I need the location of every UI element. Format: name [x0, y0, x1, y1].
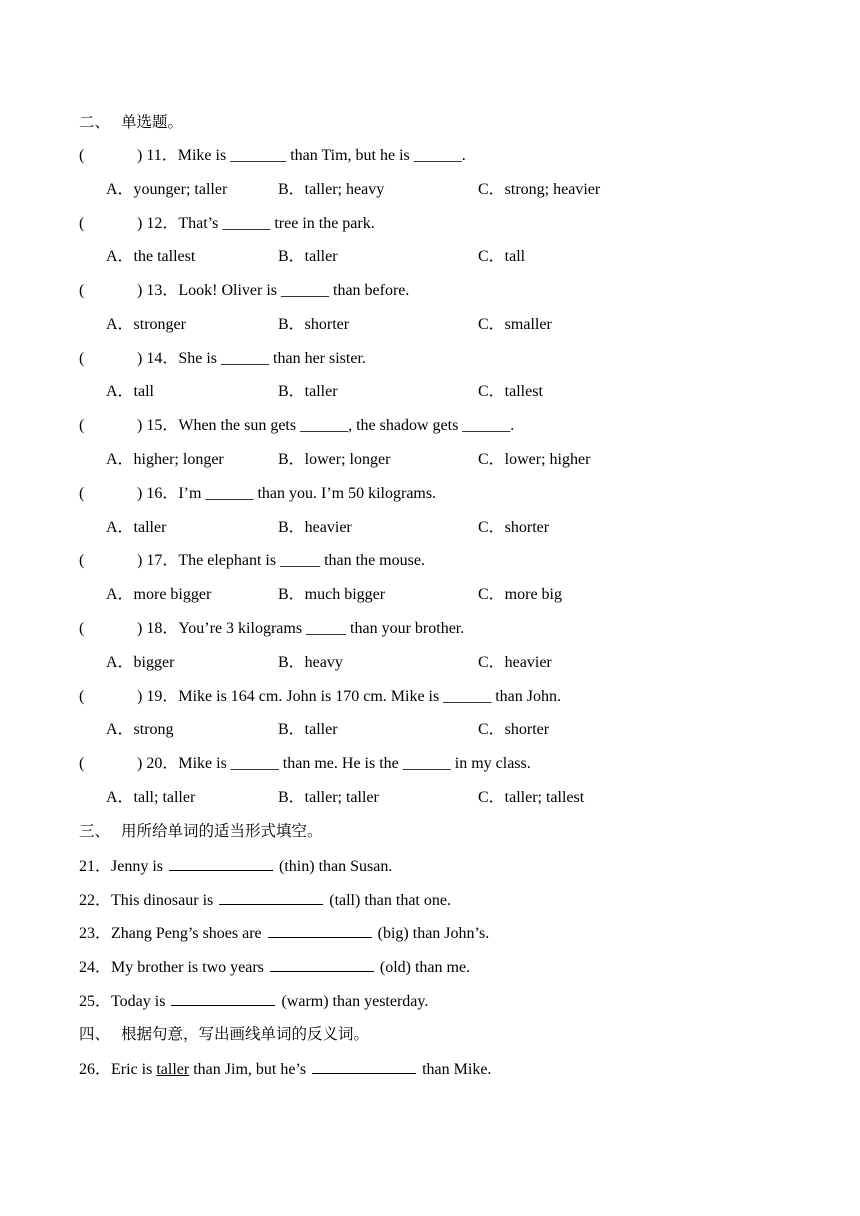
question-number: 25．: [79, 993, 112, 1010]
question-text-middle: than Jim, but he’s: [189, 1061, 307, 1078]
answer-paren-close: ): [137, 147, 143, 164]
option-a: A．higher; longer: [106, 451, 224, 468]
answer-blank[interactable]: [268, 922, 372, 938]
question-text: Mike is ______ than me. He is the ______ in my class.: [178, 755, 531, 772]
question-12: [79, 213, 375, 235]
answer-paren-close: ): [137, 215, 143, 232]
option-c: C．shorter: [478, 721, 550, 738]
question-text-before: Eric is: [111, 1061, 157, 1078]
question-number: 17．: [146, 552, 179, 569]
option-a: A．tall; taller: [106, 789, 196, 806]
option-b: B．taller: [278, 248, 338, 265]
question-text-after: (big) than John’s.: [377, 925, 490, 942]
answer-paren-open: (: [79, 282, 85, 299]
answer-paren-close: ): [137, 282, 143, 299]
option-b: B．much bigger: [278, 586, 386, 603]
option-c: C．tallest: [478, 383, 543, 400]
question-number: 12．: [146, 215, 179, 232]
question-number: 11．: [146, 147, 178, 164]
question-number: 18．: [146, 620, 179, 637]
question-number: 15．: [146, 417, 179, 434]
answer-paren-open: (: [79, 350, 85, 367]
question-text: She is ______ than her sister.: [178, 350, 366, 367]
question-26: [79, 1058, 491, 1080]
option-c: C．shorter: [478, 519, 550, 536]
question-number: 26．: [79, 1061, 112, 1078]
answer-paren-close: ): [137, 552, 143, 569]
question-text: That’s ______ tree in the park.: [178, 215, 375, 232]
answer-paren-open: (: [79, 215, 85, 232]
question-text: I’m ______ than you. I’m 50 kilograms.: [178, 485, 437, 502]
option-b: B．taller; taller: [278, 789, 379, 806]
question-number: 13．: [146, 282, 179, 299]
question-text: Mike is _______ than Tim, but he is ______.: [177, 147, 466, 164]
underlined-word: taller: [156, 1061, 190, 1078]
question-text-before: This dinosaur is: [111, 892, 214, 909]
question-text-after: (tall) than that one.: [329, 892, 451, 909]
question-text-before: My brother is two years: [111, 959, 264, 976]
section-heading-4: [79, 1023, 369, 1045]
option-b: B．shorter: [278, 316, 350, 333]
question-16: [79, 483, 436, 505]
answer-paren-open: (: [79, 688, 85, 705]
question-text-after: than Mike.: [422, 1061, 492, 1078]
answer-paren-close: ): [137, 755, 143, 772]
option-a: A．tall: [106, 383, 154, 400]
question-text-before: Jenny is: [111, 858, 164, 875]
question-text: You’re 3 kilograms _____ than your brother.: [178, 620, 465, 637]
answer-paren-open: (: [79, 147, 85, 164]
question-text-after: (thin) than Susan.: [279, 858, 393, 875]
option-b: B．heavier: [278, 519, 352, 536]
answer-blank[interactable]: [219, 889, 323, 905]
section-heading-2: [79, 111, 183, 133]
question-15: [79, 415, 514, 437]
question-text: The elephant is _____ than the mouse.: [178, 552, 425, 569]
option-b: B．lower; longer: [278, 451, 391, 468]
answer-paren-open: (: [79, 417, 85, 434]
question-number: 14．: [146, 350, 179, 367]
question-text-after: (old) than me.: [379, 959, 471, 976]
question-25: [79, 990, 428, 1012]
answer-paren-close: ): [137, 688, 143, 705]
option-c: C．taller; tallest: [478, 789, 585, 806]
question-text: Look! Oliver is ______ than before.: [178, 282, 410, 299]
option-c: C．tall: [478, 248, 526, 265]
question-text-after: (warm) than yesterday.: [281, 993, 429, 1010]
answer-blank[interactable]: [312, 1058, 416, 1074]
option-a: A．younger; taller: [106, 181, 228, 198]
question-number: 22．: [79, 892, 112, 909]
section-number: 二、: [79, 113, 111, 131]
option-c: C．lower; higher: [478, 451, 591, 468]
option-c: C．heavier: [478, 654, 552, 671]
answer-paren-close: ): [137, 350, 143, 367]
question-19: [79, 686, 561, 708]
option-c: C．smaller: [478, 316, 552, 333]
question-number: 19．: [146, 688, 179, 705]
question-number: 24．: [79, 959, 112, 976]
question-number: 20．: [146, 755, 179, 772]
option-a: A．the tallest: [106, 248, 196, 265]
question-number: 21．: [79, 858, 112, 875]
section-heading-3: [79, 820, 323, 842]
question-17: [79, 550, 425, 572]
question-number: 23．: [79, 925, 112, 942]
question-text-before: Zhang Peng’s shoes are: [111, 925, 262, 942]
section-title: 单选题。: [121, 113, 184, 131]
section-title: 用所给单词的适当形式填空。: [121, 822, 323, 840]
question-text-before: Today is: [111, 993, 166, 1010]
answer-paren-close: ): [137, 620, 143, 637]
option-a: A．taller: [106, 519, 167, 536]
answer-blank[interactable]: [171, 990, 275, 1006]
section-number: 四、: [79, 1025, 111, 1043]
option-a: A．stronger: [106, 316, 186, 333]
answer-paren-close: ): [137, 485, 143, 502]
question-text: When the sun gets ______, the shadow gets ______.: [178, 417, 515, 434]
option-a: A．bigger: [106, 654, 175, 671]
section-number: 三、: [79, 822, 111, 840]
question-14: [79, 348, 366, 370]
answer-paren-open: (: [79, 485, 85, 502]
option-b: B．taller: [278, 383, 338, 400]
question-24: [79, 956, 470, 978]
question-20: [79, 753, 531, 775]
answer-blank[interactable]: [270, 956, 374, 972]
option-b: B．heavy: [278, 654, 343, 671]
answer-paren-close: ): [137, 417, 143, 434]
question-number: 16．: [146, 485, 179, 502]
question-22: [79, 889, 451, 911]
option-b: B．taller: [278, 721, 338, 738]
question-18: [79, 618, 464, 640]
option-b: B．taller; heavy: [278, 181, 385, 198]
option-c: C．strong; heavier: [478, 181, 601, 198]
answer-blank[interactable]: [169, 855, 273, 871]
question-21: [79, 855, 392, 877]
answer-paren-open: (: [79, 552, 85, 569]
option-c: C．more big: [478, 586, 562, 603]
option-a: A．more bigger: [106, 586, 212, 603]
answer-paren-open: (: [79, 620, 85, 637]
question-23: [79, 922, 489, 944]
question-text: Mike is 164 cm. John is 170 cm. Mike is ______ than John.: [178, 688, 561, 705]
answer-paren-open: (: [79, 755, 85, 772]
section-title: 根据句意，写出画线单词的反义词。: [121, 1025, 370, 1043]
option-a: A．strong: [106, 721, 174, 738]
question-13: [79, 280, 409, 302]
question-11: [79, 145, 466, 167]
